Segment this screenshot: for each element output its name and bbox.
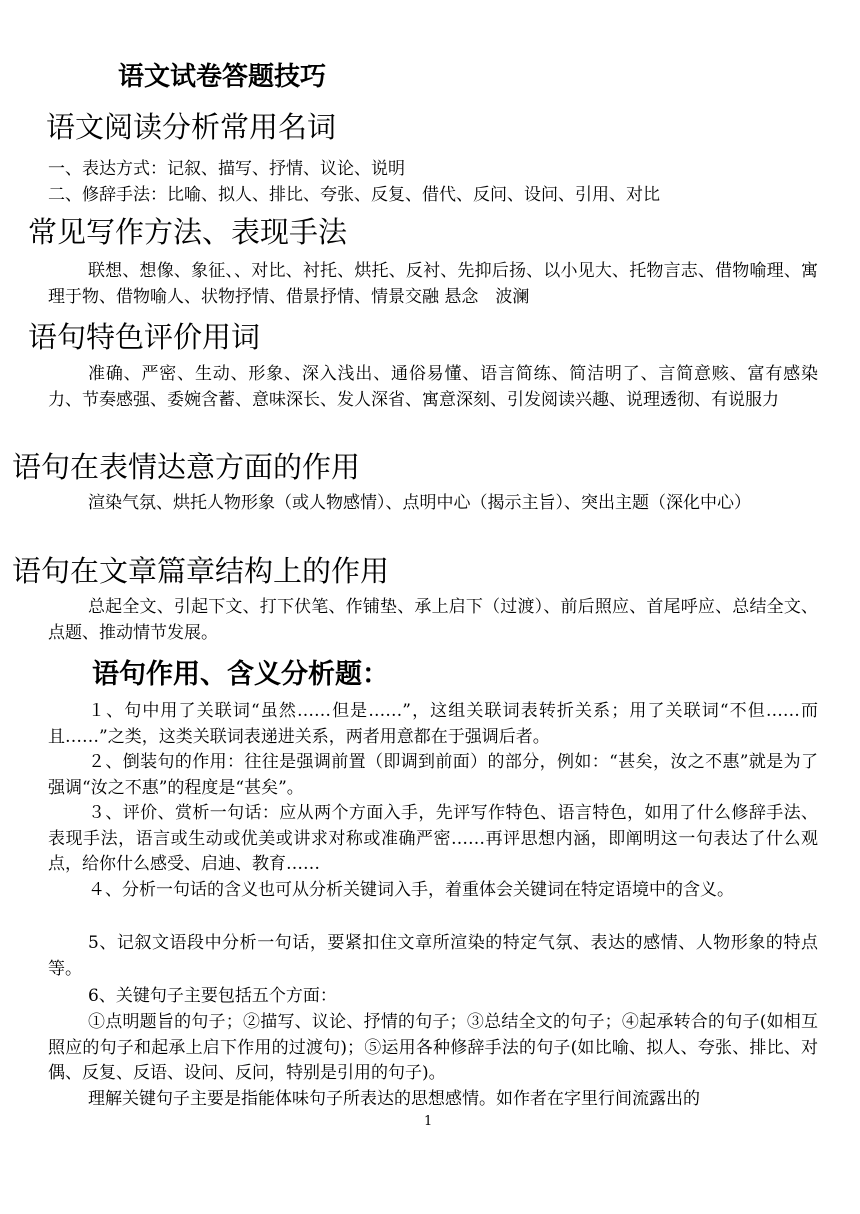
methods-paragraph: 联想、想像、象征、、对比、衬托、烘托、反衬、先抑后扬、以小见大、托物言志、借物喻理、寓理于物、借物喻人、状物抒情、借景抒情、情景交融 悬念 波澜	[48, 261, 818, 307]
analysis-item-2: ２、倒装句的作用：往往是强调前置（即调到前面）的部分，例如：“甚矣，汝之不惠”就是为了强调“汝之不惠”的程度是“甚矣”。	[48, 752, 818, 798]
heading-methods: 常见写作方法、表现手法	[28, 215, 348, 249]
analysis-item-5: 5、记叙文语段中分析一句话，要紧扣住文章所渲染的特定气氛、表达的感情、人物形象的特点等。	[48, 933, 818, 979]
heading-analysis: 语句作用、含义分析题：	[92, 659, 389, 690]
terms-line-1: 一、表达方式：记叙、描写、抒情、议论、说明	[48, 159, 405, 179]
heading-structure: 语句在文章篇章结构上的作用	[12, 554, 390, 588]
terms-line-2: 二、修辞手法：比喻、拟人、排比、夸张、反复、借代、反问、设问、引用、对比	[48, 185, 660, 205]
heading-expression: 语句在表情达意方面的作用	[12, 450, 361, 484]
expression-paragraph: 渲染气氛、烘托人物形象（或人物感情）、点明中心（揭示主旨）、突出主题（深化中心）	[88, 493, 751, 513]
analysis-item-7: ①点明题旨的句子；②描写、议论、抒情的句子；③总结全文的句子；④起承转合的句子(如相互照应的句子和起承上启下作用的过渡句)；⑤运用各种修辞手法的句子(如比喻、拟人、夸张、排比、对偶、反复、反语、设问、反问，特别是引用的句子)。	[48, 1012, 818, 1083]
evaluation-paragraph: 准确、严密、生动、形象、深入浅出、通俗易懂、语言简练、简洁明了、言简意赅、富有感染力、节奏感强、委婉含蓄、意味深长、发人深省、寓意深刻、引发阅读兴趣、说理透彻、有说服力	[48, 364, 818, 410]
heading-evaluation: 语句特色评价用词	[28, 320, 261, 354]
page-number: 1	[424, 1114, 433, 1129]
document-title: 语文试卷答题技巧	[118, 62, 327, 92]
analysis-item-1: １、句中用了关联词“虽然……但是……”，这组关联词表转折关系；用了关联词“不但……而且……”之类，这类关联词表递进关系，两者用意都在于强调后者。	[48, 701, 818, 747]
structure-paragraph: 总起全文、引起下文、打下伏笔、作铺垫、承上启下（过渡）、前后照应、首尾呼应、总结全文、点题、推动情节发展。	[48, 597, 818, 643]
analysis-item-3: ３、评价、赏析一句话：应从两个方面入手，先评写作特色、语言特色，如用了什么修辞手法、表现手法，语言或生动或优美或讲求对称或准确严密……再评思想内涵，即阐明这一句表达了什么观点，给你什么感受、启迪、教育……	[48, 803, 818, 874]
analysis-item-4: ４、分析一句话的含义也可从分析关键词入手，着重体会关键词在特定语境中的含义。	[88, 880, 734, 900]
analysis-item-6: 6、关键句子主要包括五个方面：	[88, 986, 337, 1006]
analysis-item-8: 理解关键句子主要是指能体味句子所表达的思想感情。如作者在字里行间流露出的	[88, 1089, 700, 1109]
heading-terms: 语文阅读分析常用名词	[46, 110, 337, 144]
